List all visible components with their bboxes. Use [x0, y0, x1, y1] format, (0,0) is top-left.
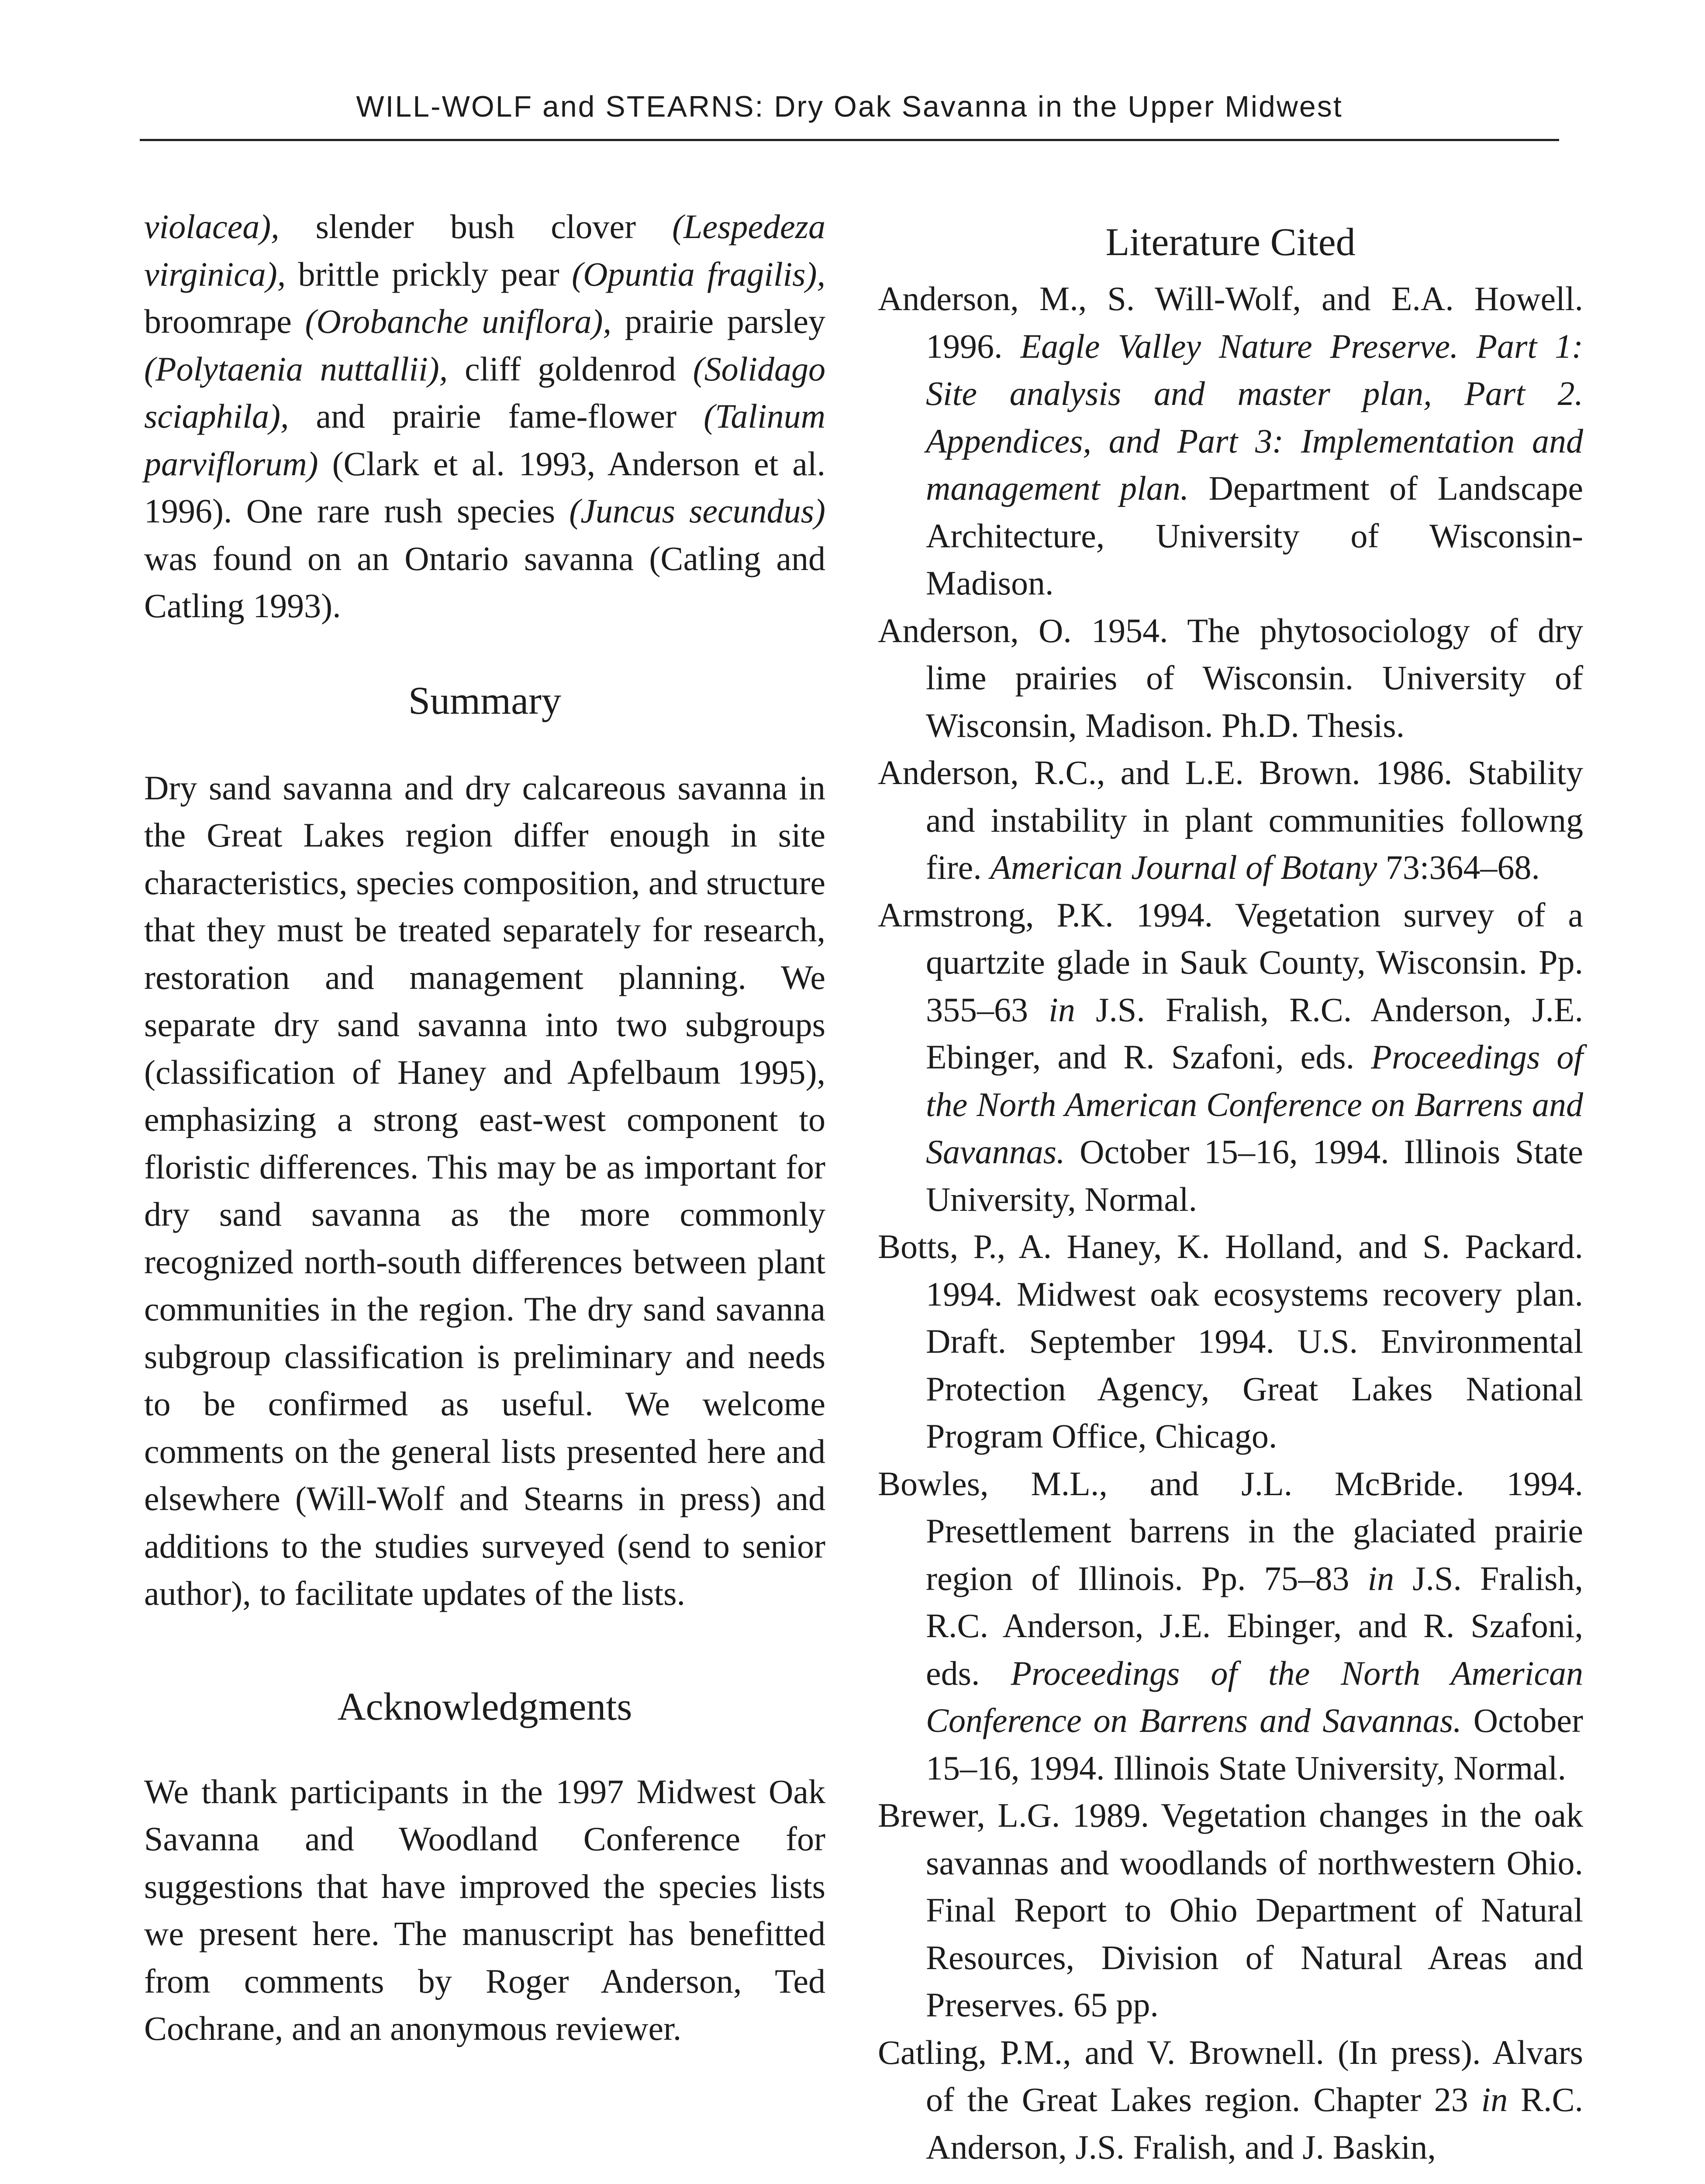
running-header: WILL-WOLF and STEARNS: Dry Oak Savanna in the Upper Midwest	[356, 90, 1343, 123]
text-run: Anderson, R.C., and L.E. Brown. 1986. Stability and instability in plant communities followng fire.	[878, 753, 1583, 886]
italic-text: violacea),	[144, 207, 280, 245]
acknowledgments-paragraph: We thank participants in the 1997 Midwest Oak Savanna and Woodland Conference for suggestions that have improved the species lists we present here. The manuscript has benefitted from comments by Roger Anderson, Ted Cochrane, and an anonymous reviewer.	[144, 1772, 825, 2047]
italic-text: (Polytaenia nuttallii),	[144, 349, 448, 388]
reference-entry	[878, 275, 1583, 607]
italic-text: (Orobanche uniflora),	[305, 302, 611, 340]
text-run: prairie parsley	[611, 302, 825, 340]
text-run: October 15–16, 1994. Illinois State University, Normal.	[926, 1701, 1583, 1787]
italic-text: in	[1049, 990, 1075, 1029]
reference-entry	[878, 1792, 1583, 2029]
left-column	[144, 203, 825, 2053]
text-run: 73:364–68.	[1377, 848, 1540, 886]
reference-entry	[878, 1223, 1583, 1460]
summary-heading: Summary	[408, 679, 561, 722]
text-run: Botts, P., A. Haney, K. Holland, and S. Packard. 1994. Midwest oak ecosystems recovery plan. Draft. September 1994. U.S. Environmental Protection Agency, Great Lakes National Program Office, Chicago.	[878, 1227, 1583, 1455]
text-run: Anderson, M., S. Will-Wolf, and E.A. Howell. 1996.	[878, 280, 1583, 365]
italic-text: in	[1481, 2080, 1508, 2118]
text-run: cliff goldenrod	[448, 349, 693, 388]
reference-list	[878, 275, 1583, 2171]
reference-entry	[878, 2029, 1583, 2171]
literature-cited-heading: Literature Cited	[1105, 221, 1356, 264]
italic-text: (Juncus secundus)	[569, 492, 825, 530]
text-run: R.C. Anderson, J.S. Fralish, and J. Baskin,	[926, 2080, 1583, 2166]
reference-entry	[878, 1460, 1583, 1792]
italic-text: Eagle Valley Nature Preserve. Part 1: Site analysis and master plan, Part 2. Appendices, and Part 3: Implementation and management plan.	[926, 327, 1583, 507]
text-run: October 15–16, 1994. Illinois State University, Normal.	[926, 1133, 1583, 1218]
italic-text: (Talinum parviflorum)	[144, 397, 825, 483]
reference-entry	[878, 892, 1583, 1223]
header-rule	[140, 139, 1559, 141]
summary-paragraph: Dry sand savanna and dry calcareous savanna in the Great Lakes region differ enough in site characteristics, species composition, and structure that they must be treated separately for research, restoration and management planning. We separate dry sand savanna into two subgroups (classification of Haney and Apfelbaum 1995), emphasizing a strong east-west component to floristic differences. This may be as important for dry sand savanna as the more commonly recognized north-south differences between plant communities in the region. The dry sand savanna subgroup classification is preliminary and needs to be confirmed as useful. We welcome comments on the general lists presented here and elsewhere (Will-Wolf and Stearns in press) and additions to the studies surveyed (send to senior author), to facilitate updates of the lists.	[144, 768, 825, 1612]
right-column	[878, 203, 1583, 2171]
text-run: Anderson, O. 1954. The phytosociology of dry lime prairies of Wisconsin. University of Wisconsin, Madison. Ph.D. Thesis.	[878, 611, 1583, 744]
text-run: (Clark et al. 1993, Anderson et al. 1996). One rare rush species	[144, 444, 825, 530]
text-run: J.S. Fralish, R.C. Anderson, J.E. Ebinger, and R. Szafoni, eds.	[926, 990, 1584, 1076]
italic-text: in	[1367, 1559, 1394, 1597]
italic-text: (Opuntia fragilis),	[572, 255, 825, 293]
reference-entry	[878, 749, 1583, 892]
acknowledgments-heading: Acknowledgments	[337, 1685, 632, 1728]
text-run: and prairie fame-flower	[289, 397, 704, 435]
reference-entry	[878, 607, 1583, 750]
text-run: Bowles, M.L., and J.L. McBride. 1994. Presettlement barrens in the glaciated prairie region of Illinois. Pp. 75–83	[878, 1464, 1583, 1597]
italic-text: American Journal of Botany	[990, 848, 1377, 886]
italic-text: Proceedings of the North American Conference on Barrens and Savannas.	[926, 1654, 1583, 1739]
text-run: Brewer, L.G. 1989. Vegetation changes in the oak savannas and woodlands of northwestern Ohio. Final Report to Ohio Department of Natural Resources, Division of Natural Areas and Preserves. 65 pp.	[878, 1796, 1583, 2024]
text-run: J.S. Fralish, R.C. Anderson, J.E. Ebinger, and R. Szafoni, eds.	[926, 1559, 1583, 1692]
text-run: Catling, P.M., and V. Brownell. (In press). Alvars of the Great Lakes region. Chapter 23	[878, 2033, 1583, 2118]
text-run: was found on an Ontario savanna (Catling and Catling 1993).	[144, 539, 825, 625]
text-run: broomrape	[144, 302, 305, 340]
text-run: brittle prickly pear	[286, 255, 572, 293]
text-run: slender bush clover	[279, 207, 673, 245]
intro-paragraph	[144, 203, 825, 630]
italic-text: Proceedings of the North American Conference on Barrens and Savannas.	[926, 1038, 1583, 1171]
italic-text: (Lespedeza virginica),	[144, 207, 825, 293]
italic-text: (Solidago sciaphila),	[144, 349, 825, 435]
text-run: Department of Landscape Architecture, University of Wisconsin-Madison.	[926, 469, 1583, 602]
text-run: Armstrong, P.K. 1994. Vegetation survey of a quartzite glade in Sauk County, Wisconsin. Pp. 355–63	[878, 895, 1583, 1029]
